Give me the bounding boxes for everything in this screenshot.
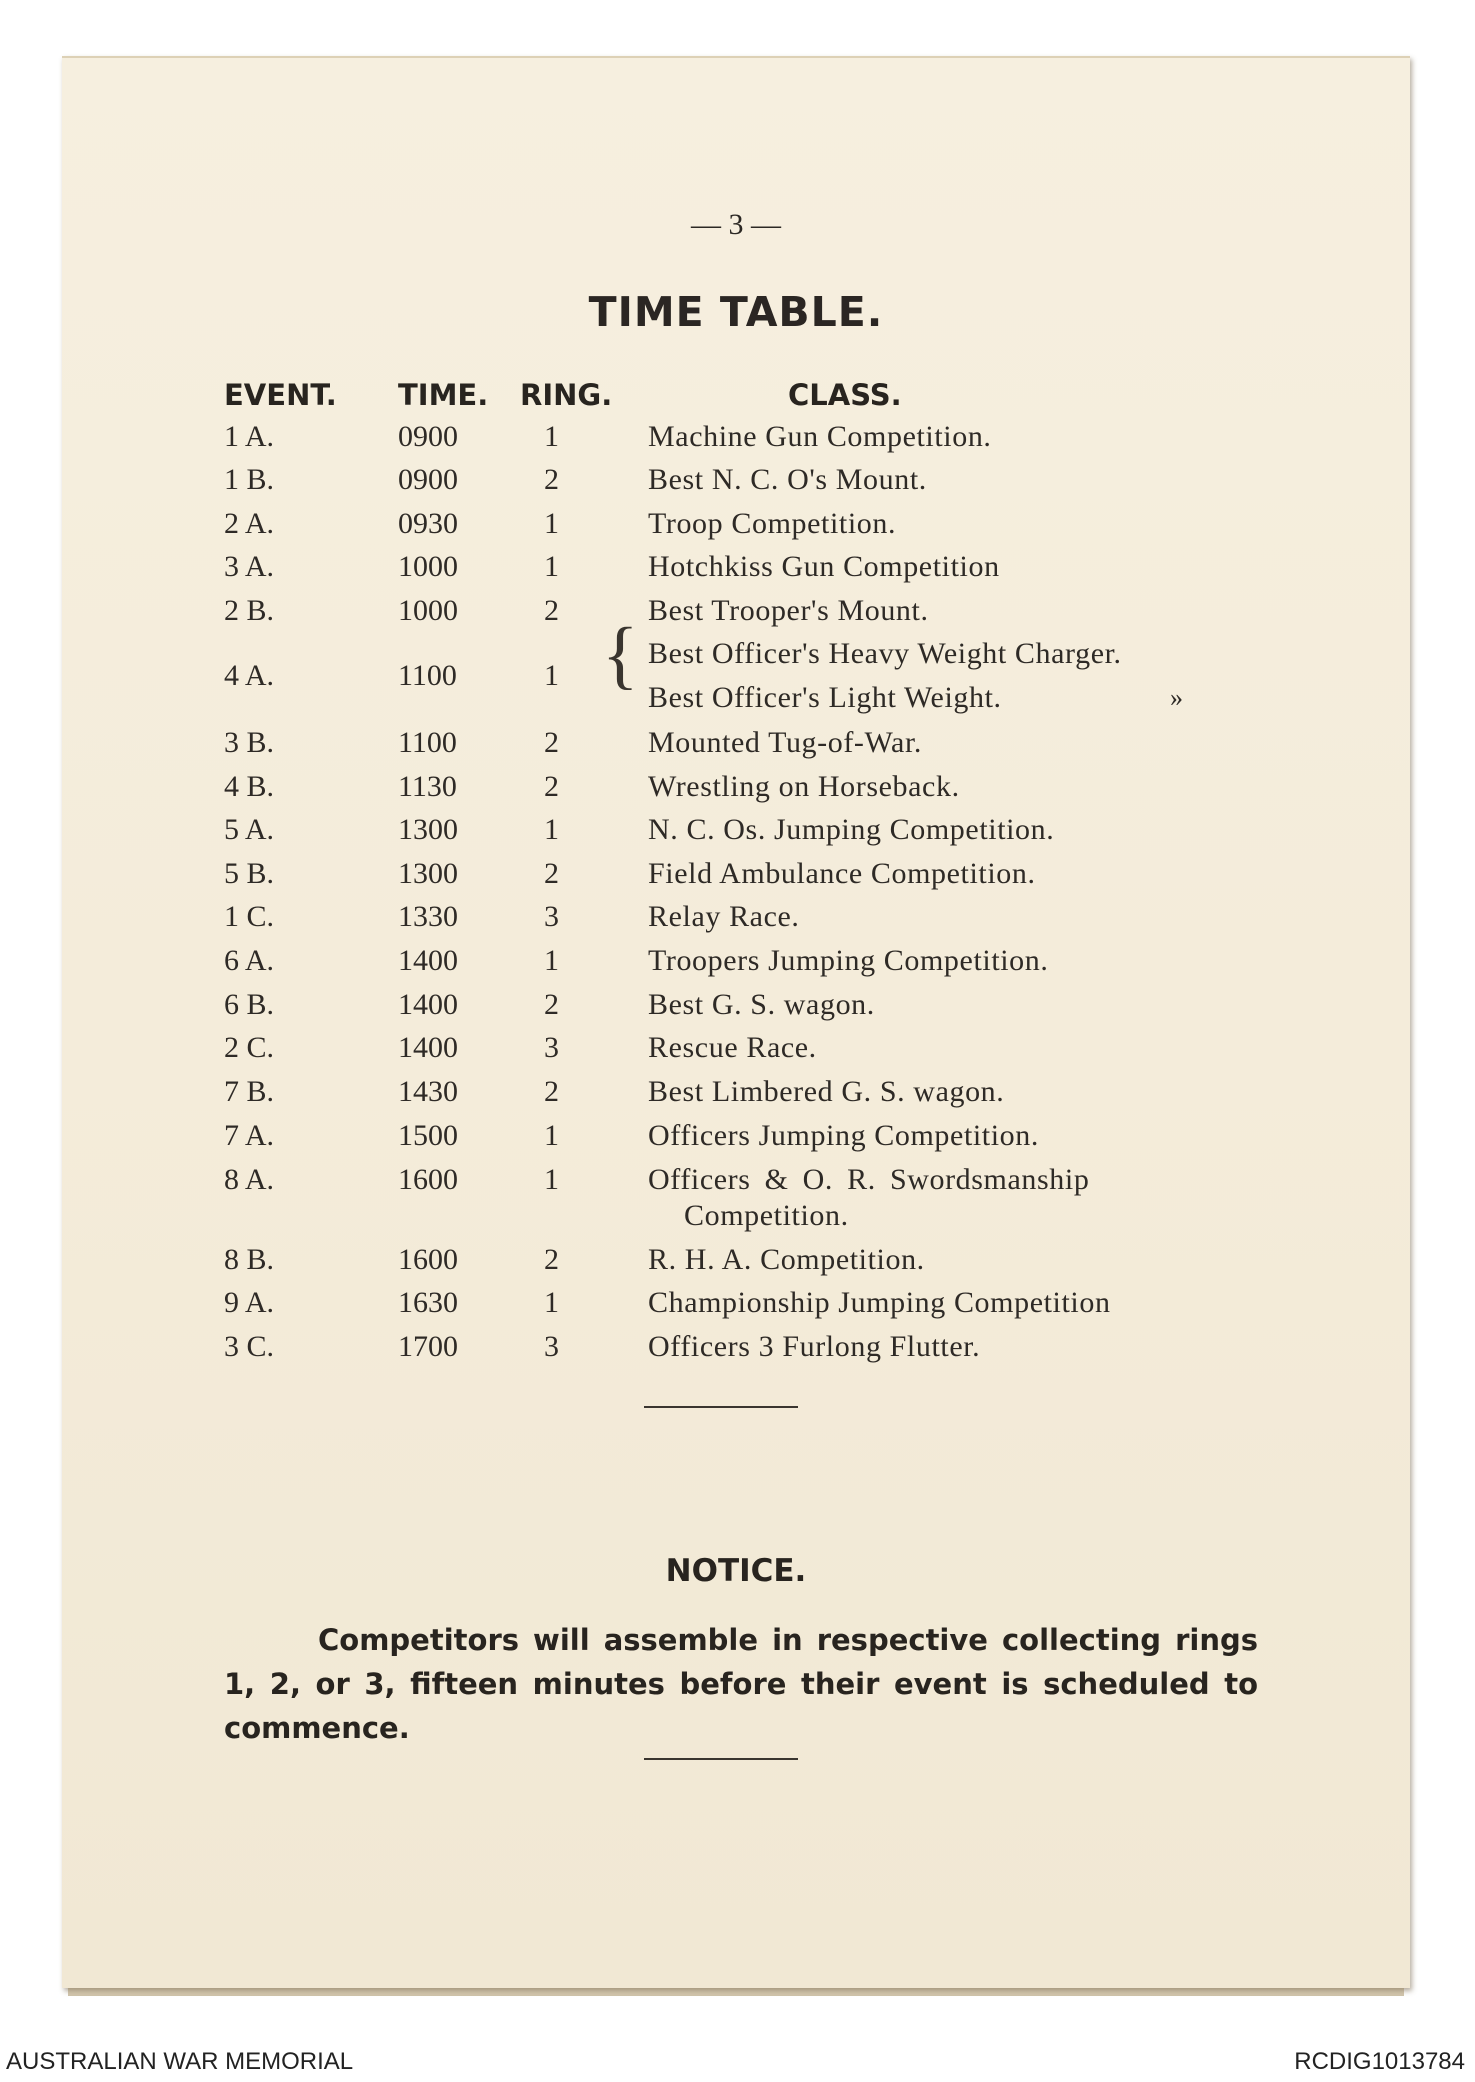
class-cell: Troop Competition. [648,507,897,540]
header-event: EVENT. [224,378,337,412]
time-cell: 1100 [398,659,457,692]
event-cell: 5 B. [224,857,275,890]
table-row [62,550,1410,590]
class-cell: Best Trooper's Mount. [648,594,929,627]
notice-text: Competitors will assemble in respective collecting rings 1, 2, or 3, fifteen minutes before their event is scheduled to commence. [224,1623,1258,1745]
time-cell: 0900 [398,463,458,496]
table-row [62,1286,1410,1326]
time-cell: 1000 [398,550,458,583]
divider-bottom [644,1758,798,1760]
ring-cell: 3 [544,1330,559,1363]
ring-cell: 2 [544,857,559,890]
class-cell: N. C. Os. Jumping Competition. [648,813,1055,846]
class-cell-line2: Best Officer's Light Weight. [648,681,1002,714]
ring-cell: 1 [544,507,559,540]
time-cell: 1130 [398,770,457,803]
time-cell: 1400 [398,944,458,977]
event-cell: 3 C. [224,1330,275,1363]
class-cell: Best N. C. O's Mount. [648,463,927,496]
event-cell: 9 A. [224,1286,275,1319]
table-row [62,1330,1410,1370]
class-cell: Best Officer's Heavy Weight Charger. [648,637,1122,670]
ring-cell: 2 [544,1243,559,1276]
ring-cell: 1 [544,420,559,453]
ring-cell: 3 [544,1031,559,1064]
table-row [62,900,1410,940]
class-cell: Wrestling on Horseback. [648,770,960,803]
ring-cell: 2 [544,594,559,627]
time-cell: 1000 [398,594,458,627]
table-row [62,1075,1410,1115]
time-cell: 1600 [398,1163,458,1196]
event-cell: 6 B. [224,988,275,1021]
time-cell: 0930 [398,507,458,540]
class-cell: Machine Gun Competition. [648,420,992,453]
table-row [62,507,1410,547]
ring-cell: 2 [544,770,559,803]
ring-cell: 1 [544,1286,559,1319]
table-row [62,813,1410,853]
event-cell: 5 A. [224,813,275,846]
time-cell: 1100 [398,726,457,759]
event-cell: 2 B. [224,594,275,627]
event-cell: 1 A. [224,420,275,453]
event-cell: 8 A. [224,1163,275,1196]
class-cell: Relay Race. [648,900,800,933]
ring-cell: 2 [544,463,559,496]
page-number: — 3 — [691,208,781,241]
class-cell: Officers Jumping Competition. [648,1119,1039,1152]
event-cell: 4 B. [224,770,275,803]
ring-cell: 1 [544,944,559,977]
class-cell: Officers & O. R. Swordsmanship [648,1163,1090,1196]
class-cell: Mounted Tug-of-War. [648,726,922,759]
event-cell: 1 C. [224,900,275,933]
time-cell: 1400 [398,988,458,1021]
header-ring: RING. [520,378,613,412]
ring-cell: 2 [544,726,559,759]
table-row [62,1163,1410,1232]
table-row [62,944,1410,984]
header-time: TIME. [398,378,489,412]
ring-cell: 3 [544,900,559,933]
ring-cell: 2 [544,1075,559,1108]
time-cell: 1300 [398,813,458,846]
table-row [62,420,1410,460]
ring-cell: 2 [544,988,559,1021]
header-class: CLASS. [788,378,902,412]
time-cell: 1400 [398,1031,458,1064]
class-cell: Officers 3 Furlong Flutter. [648,1330,981,1363]
event-cell: 1 B. [224,463,275,496]
time-cell: 1430 [398,1075,458,1108]
table-row [62,988,1410,1028]
event-cell: 6 A. [224,944,275,977]
event-cell: 8 B. [224,1243,275,1276]
ring-cell: 1 [544,813,559,846]
divider-top [644,1406,798,1408]
event-cell: 7 A. [224,1119,275,1152]
document-page [62,56,1410,1988]
time-cell: 0900 [398,420,458,453]
time-cell: 1600 [398,1243,458,1276]
class-cell: Troopers Jumping Competition. [648,944,1049,977]
event-cell: 7 B. [224,1075,275,1108]
class-cell: Rescue Race. [648,1031,817,1064]
ring-cell: 1 [544,1163,559,1196]
ring-cell: 1 [544,1119,559,1152]
table-row [62,770,1410,810]
ring-cell: 1 [544,550,559,583]
class-cell: Best G. S. wagon. [648,988,875,1021]
table-row [62,1119,1410,1159]
footer-left: AUSTRALIAN WAR MEMORIAL [6,2048,354,2075]
time-cell: 1300 [398,857,458,890]
ring-cell: 1 [544,659,559,692]
event-cell: 2 A. [224,507,275,540]
notice-title: NOTICE. [665,1553,807,1589]
class-cell: Best Limbered G. S. wagon. [648,1075,1005,1108]
brace-glyph: { [602,613,639,697]
event-cell: 3 A. [224,550,275,583]
table-row [62,463,1410,503]
table-row [62,594,1410,634]
footer-right: RCDIG1013784 [1294,2048,1465,2075]
class-cell: R. H. A. Competition. [648,1243,925,1276]
class-cell: Championship Jumping Competition [648,1286,1111,1319]
table-row [62,726,1410,766]
table-row [62,613,1410,714]
table-row [62,1243,1410,1283]
class-cell: Hotchkiss Gun Competition [648,550,1000,583]
class-cell-continued: Competition. [684,1199,849,1232]
event-cell: 3 B. [224,726,275,759]
event-cell: 4 A. [224,659,275,692]
table-row [62,857,1410,897]
page-title: TIME TABLE. [588,288,884,336]
event-cell: 2 C. [224,1031,275,1064]
time-cell: 1330 [398,900,458,933]
table-row [62,1031,1410,1071]
ditto-mark: » [1170,683,1183,712]
class-cell: Field Ambulance Competition. [648,857,1036,890]
time-cell: 1630 [398,1286,458,1319]
time-cell: 1500 [398,1119,458,1152]
time-cell: 1700 [398,1330,458,1363]
